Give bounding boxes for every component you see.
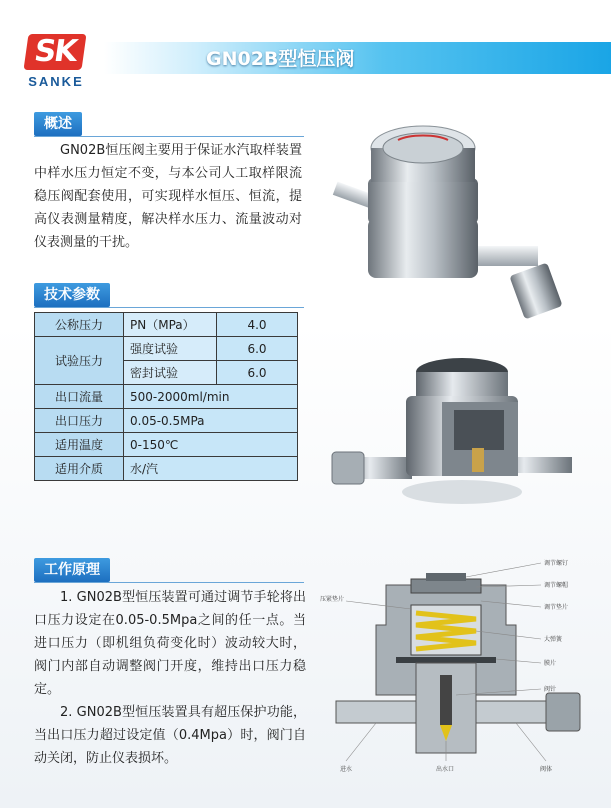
specs-heading: 技术参数 (34, 283, 110, 307)
principle-divider (34, 582, 304, 583)
overview-divider (34, 136, 304, 137)
table-row (35, 457, 298, 481)
page-title: GN02B型恒压阀 (206, 48, 355, 70)
table-row (35, 385, 298, 409)
spec-sub: PN（MPa） (124, 313, 217, 337)
spec-value: 6.0 (217, 337, 298, 361)
logo-mark: SK (23, 34, 86, 70)
label-pad: 调节垫片 (544, 604, 569, 611)
spec-value: 0.05-0.5MPa (124, 409, 298, 433)
spec-label: 适用介质 (35, 457, 124, 481)
specs-divider (34, 307, 304, 308)
table-row (35, 337, 298, 361)
specs-table (34, 312, 298, 481)
spec-value: 4.0 (217, 313, 298, 337)
label-knob: 调节螺钉 (544, 560, 569, 567)
title-bar (104, 42, 611, 74)
table-row (35, 433, 298, 457)
table-row (35, 313, 298, 337)
spec-sub: 强度试验 (124, 337, 217, 361)
spec-value: 6.0 (217, 361, 298, 385)
sanke-logo (20, 34, 92, 92)
spec-label: 适用温度 (35, 433, 124, 457)
principle-text: 1. GN02B型恒压装置可通过调节手轮将出口压力设定在0.05-0.5Mpa之间的任一点。当进口压力（即机组负荷变化时）波动较大时，阀门内部自动调整阀门开度，维持出口压力稳定。 2. GN02B型恒压装置具有超压保护功能，当出口压力超过设定值（0.4Mpa）时，阀门自动关闭，防止仪表损坏。 (34, 590, 306, 766)
label-spring: 大弹簧 (544, 636, 563, 643)
spec-value: 500-2000ml/min (124, 385, 298, 409)
label-inlet: 进水 (340, 766, 353, 773)
logo-name: SANKE (28, 74, 84, 89)
table-row (35, 409, 298, 433)
overview-text: GN02B恒压阀主要用于保证水汽取样装置中样水压力恒定不变，与本公司人工取样限流稳压阀配套使用，可实现样水恒压、恒流，提高仪表测量精度，解决样水压力、流量波动对仪表测量的干扰。 (34, 143, 302, 250)
label-valve: 阀针 (544, 686, 557, 693)
label-nut: 调节螺帽 (544, 582, 569, 589)
spec-label: 出口压力 (35, 409, 124, 433)
label-press-pad: 压紧垫片 (320, 596, 345, 603)
overview-heading: 概述 (34, 112, 82, 136)
label-outlet: 出水口 (436, 766, 455, 773)
label-membrane: 膜片 (544, 660, 557, 667)
principle-heading: 工作原理 (34, 558, 110, 582)
valve-photo-cutaway (322, 352, 584, 522)
label-body: 阀体 (540, 766, 553, 773)
valve-photo-top (318, 118, 580, 348)
spec-sub: 密封试验 (124, 361, 217, 385)
spec-value: 0-150℃ (124, 433, 298, 457)
spec-label: 试验压力 (35, 337, 124, 385)
spec-label: 出口流量 (35, 385, 124, 409)
spec-value: 水/汽 (124, 457, 298, 481)
spec-label: 公称压力 (35, 313, 124, 337)
